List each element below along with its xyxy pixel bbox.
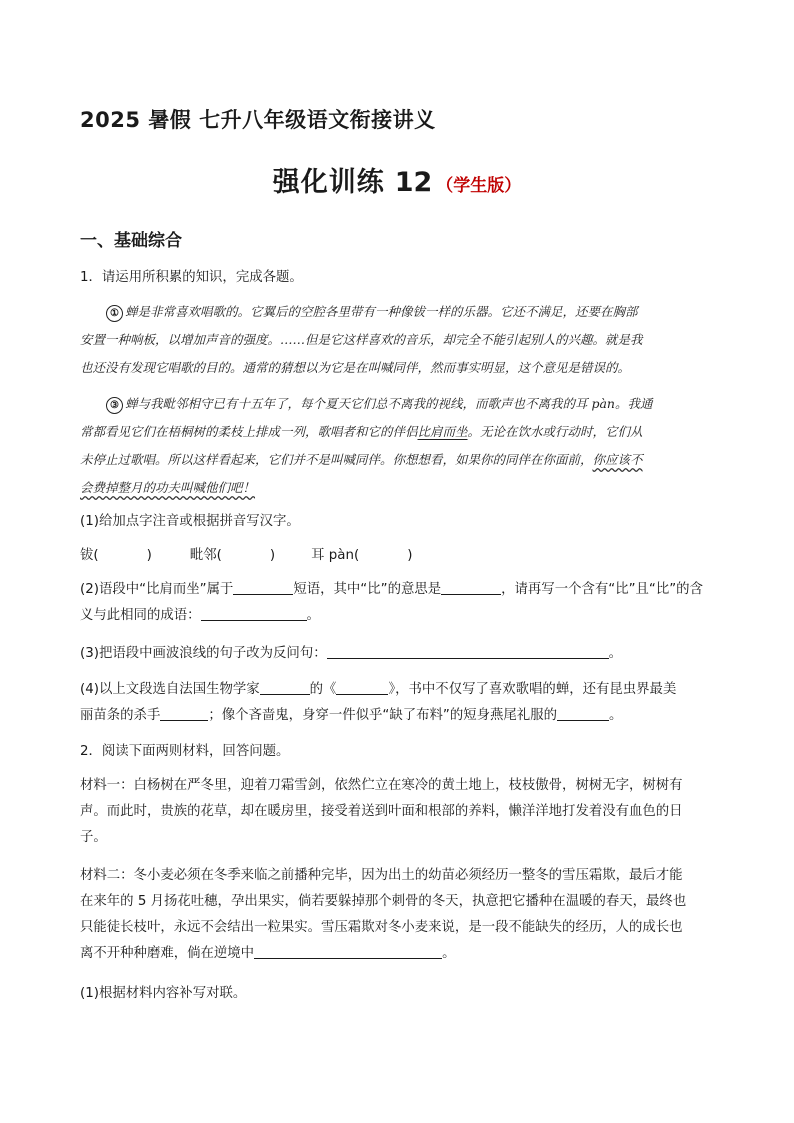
sub3-text-b: 。 xyxy=(608,646,622,661)
material-2-line-3: 只能徒长枝叶，永远不会结出一粒果实。雪压霜欺对冬小麦来说，是一段不能缺失的经历，人的成长也 xyxy=(80,920,683,935)
sub2-text-d: 义与此相同的成语： xyxy=(80,608,201,623)
document-header: 2025 暑假 七升八年级语文衔接讲义 xyxy=(80,108,436,132)
title-number: 12 xyxy=(394,167,433,198)
material-2-line-2: 在来年的 5 月扬花吐穗，孕出果实，倘若要躲掉那个刺骨的冬天，执意把它播种在温暖的春天，最终也 xyxy=(80,894,687,909)
wavy-sentence-part-1: 你应该不 xyxy=(592,452,643,467)
item-bo-label: 钹( xyxy=(80,548,99,563)
tailcoat-insect-blank[interactable] xyxy=(557,706,609,721)
passage-2-line-2 xyxy=(80,422,716,442)
passage-2-line-1 xyxy=(80,394,742,414)
sub4-text-e: ；像个吝啬鬼，身穿一件似乎“缺了布料”的短身燕尾礼服的 xyxy=(208,708,557,723)
section-heading: 一、基础综合 xyxy=(80,231,182,251)
subquestion-1-4-line-1 xyxy=(80,680,716,700)
material-1-line-2: 声。而此时，贵族的花草，却在暖房里，接受着送到叶面和根部的养料，懒洋洋地打发着没有血色的日 xyxy=(80,804,683,819)
passage-2-text-3a: 未停止过歌唱。所以这样看起来，它们并不是叫喊同伴。你想想看，如果你的同伴在你面前， xyxy=(80,452,593,467)
subquestion-1-2-line-2 xyxy=(80,606,716,626)
material-2-text-a: 离不开种种磨难，倘在逆境中 xyxy=(80,946,255,961)
idiom-blank[interactable] xyxy=(201,606,307,621)
sub4-text-f: 。 xyxy=(608,708,623,723)
sub4-text-a: (4)以上文段选自法国生物学家 xyxy=(80,682,260,697)
passage-2-text-2b: 。无论在饮水或行动时，它们从 xyxy=(467,424,643,439)
sub2-text-c: ，请再写一个含有“比”且“比”的含 xyxy=(501,582,703,597)
adversity-blank[interactable] xyxy=(254,944,442,959)
item-erpan-label: 耳 pàn( xyxy=(311,548,360,563)
sub3-text-a: (3)把语段中画波浪线的句子改为反问句： xyxy=(80,646,327,661)
subquestion-1-1: (1)给加点字注音或根据拼音写汉字。 xyxy=(80,514,300,529)
wavy-sentence-part-2: 会费掉整月的功夫叫喊他们吧！ xyxy=(80,480,256,495)
material-1-line-3: 子。 xyxy=(80,830,107,845)
sub4-text-d: 丽苗条的杀手 xyxy=(80,708,161,723)
passage-1-line-2: 安置一种响板，以增加声音的强度。……但是它这样喜欢的音乐，却完全不能引起别人的兴趣。就是我 xyxy=(80,332,643,347)
sub2-text-e: 。 xyxy=(306,608,320,623)
sub2-text-a: (2)语段中“比肩而坐”属于 xyxy=(80,582,234,597)
passage-1-line-3: 也还没有发现它唱歌的目的。通常的猜想以为它是在叫喊同伴，然而事实明显，这个意见是错误的。 xyxy=(80,360,631,375)
title-version: （学生版） xyxy=(436,176,522,196)
bi-meaning-blank[interactable] xyxy=(441,580,501,595)
passage-2-text-2a: 常都看见它们在梧桐树的柔枝上排成一列，歌唱者和它的伴侣 xyxy=(80,424,418,439)
passage-2-text-1: 蝉与我毗邻相守已有十五年了，每个夏天它们总不离我的视线，而歌声也不离我的耳 pàn。我通 xyxy=(125,396,653,411)
item-pilin-label: 毗邻( xyxy=(189,548,222,563)
material-1-line-1: 材料一：白杨树在严冬里，迎着刀霜雪剑，依然伫立在寒冷的黄土地上，枝枝傲骨，树树无字，树树有 xyxy=(80,778,683,793)
killer-insect-blank[interactable] xyxy=(160,706,208,721)
subquestion-1-1-items xyxy=(80,546,716,566)
subquestion-1-3 xyxy=(80,644,716,664)
sub4-text-b: 的《 xyxy=(309,682,337,697)
sub2-text-b: 短语，其中“比”的意思是 xyxy=(293,582,442,597)
item-bo-close: ) xyxy=(146,548,152,563)
book-title-blank[interactable] xyxy=(336,680,388,695)
question-1-prompt: 1．请运用所积累的知识，完成各题。 xyxy=(80,270,303,285)
item-pilin-close: ) xyxy=(269,548,276,563)
subquestion-1-4-line-2 xyxy=(80,706,716,726)
material-2-text-b: 。 xyxy=(442,946,456,961)
phrase-type-blank[interactable] xyxy=(233,580,293,595)
author-blank[interactable] xyxy=(260,680,310,695)
paragraph-marker-1: ① xyxy=(106,305,123,322)
passage-1-line-1 xyxy=(80,302,742,322)
title-main: 强化训练 xyxy=(272,167,385,198)
passage-1-text-1: 蝉是非常喜欢唱歌的。它翼后的空腔各里带有一种像钹一样的乐器。它还不满足，还要在胸部 xyxy=(125,304,638,319)
material-2-line-4 xyxy=(80,944,716,964)
paragraph-marker-3: ③ xyxy=(106,397,123,414)
item-erpan-close: ) xyxy=(407,548,413,563)
rhetorical-question-blank[interactable] xyxy=(327,644,609,659)
subquestion-2-1: (1)根据材料内容补写对联。 xyxy=(80,986,247,1001)
subquestion-1-2-line-1 xyxy=(80,580,716,600)
underlined-phrase: 比肩而坐 xyxy=(417,424,468,439)
question-2-prompt: 2．阅读下面两则材料，回答问题。 xyxy=(80,744,290,759)
page-title xyxy=(0,160,794,199)
material-2-line-1: 材料二：冬小麦必须在冬季来临之前播种完毕，因为出土的幼苗必须经历一整冬的雪压霜欺，最后才能 xyxy=(80,868,683,883)
passage-2-line-3 xyxy=(80,450,716,470)
passage-2-line-4 xyxy=(80,478,716,498)
sub4-text-c: 》，书中不仅写了喜欢歌唱的蝉，还有昆虫界最美 xyxy=(388,682,677,697)
